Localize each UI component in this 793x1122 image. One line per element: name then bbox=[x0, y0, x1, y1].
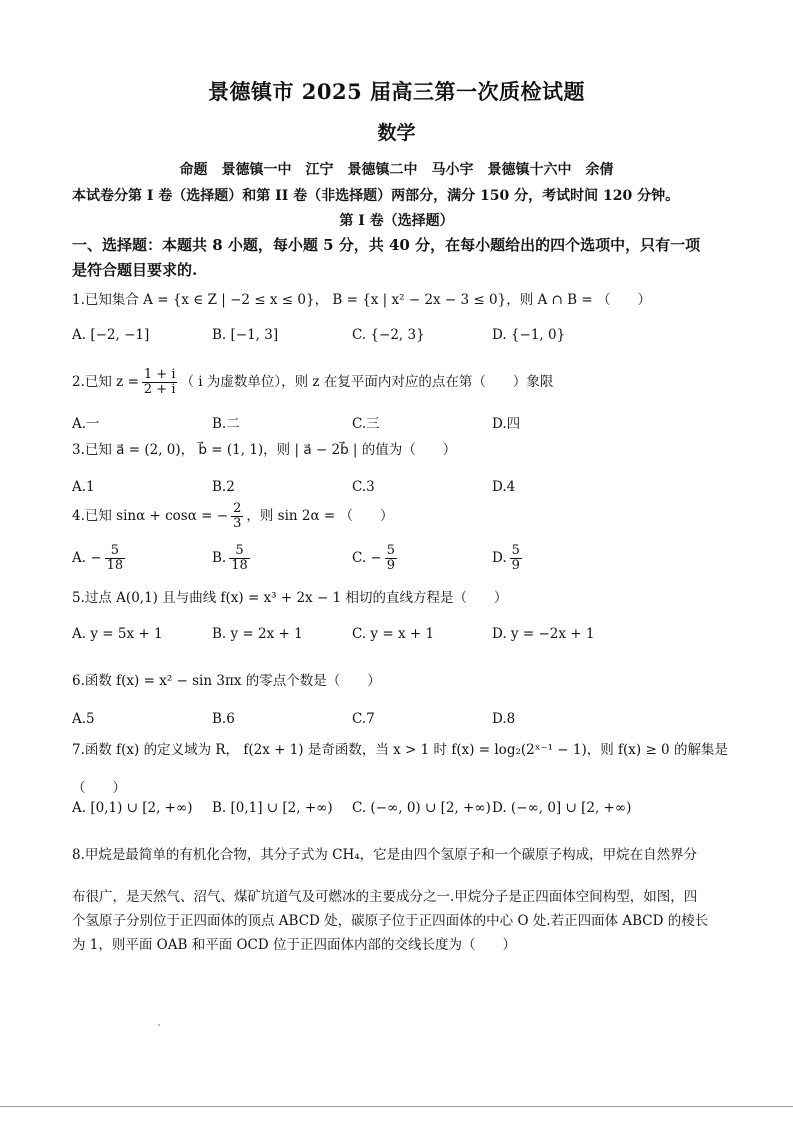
fraction-numerator: 1 + i bbox=[143, 367, 176, 382]
question-8-line-2: 布很广，是天然气、沼气、煤矿坑道气及可燃冰的主要成分之一.甲烷分子是正四面体空间构型，如图，四 bbox=[72, 889, 698, 905]
question-2-stem bbox=[72, 368, 553, 397]
question-7-option-a: A. [0,1) ∪ [2, +∞) bbox=[72, 800, 193, 816]
question-4-stem-pre: 4.已知 sinα + cosα = − bbox=[72, 508, 229, 524]
question-3-stem: 3.已知 a⃗ = (2, 0)， b⃗ = (1, 1)，则 | a⃗ − 2b⃗ | 的值为（ ） bbox=[72, 442, 457, 458]
question-2-stem-post: （ i 为虚数单位），则 z 在复平面内对应的点在第（ ）象限 bbox=[180, 374, 554, 390]
question-4-stem bbox=[72, 502, 393, 531]
question-4-option-b bbox=[212, 544, 253, 573]
option-prefix: D. bbox=[492, 550, 507, 566]
fraction-numerator: 5 bbox=[511, 543, 520, 558]
question-4-stem-post: ，则 sin 2α = （ ） bbox=[246, 508, 394, 524]
question-7-stem: 7.函数 f(x) 的定义域为 R， f(2x + 1) 是奇函数，当 x > 1 时 f(x) = log₂(2ˣ⁻¹ − 1)，则 f(x) ≥ 0 的解集是 bbox=[72, 742, 728, 758]
option-fraction bbox=[385, 544, 397, 573]
question-5-stem: 5.过点 A(0,1) 且与曲线 f(x) = x³ + 2x − 1 相切的直线方程是（ ） bbox=[72, 590, 508, 606]
question-6-option-c: C.7 bbox=[352, 711, 375, 727]
question-3-option-d: D.4 bbox=[492, 479, 516, 495]
question-7-stem-continued: （ ） bbox=[72, 780, 126, 796]
fraction-numerator: 5 bbox=[229, 544, 250, 559]
question-1-option-d: D. {−1, 0} bbox=[492, 327, 566, 343]
question-8-line-1: 8.甲烷是最简单的有机化合物，其分子式为 CH₄，它是由四个氢原子和一个碳原子构成，甲烷在自然界分 bbox=[72, 847, 698, 863]
question-2-option-a: A.一 bbox=[72, 416, 100, 432]
part-heading: 第 I 卷（选择题） bbox=[339, 213, 454, 229]
fraction-denominator: 3 bbox=[233, 516, 242, 531]
option-prefix: A. − bbox=[72, 550, 102, 566]
question-6-option-a: A.5 bbox=[72, 711, 95, 727]
question-2-option-b: B.二 bbox=[212, 416, 240, 432]
option-fraction bbox=[229, 544, 250, 573]
fraction-numerator: 2 bbox=[233, 501, 242, 516]
fraction-denominator: 18 bbox=[231, 558, 248, 573]
option-prefix: C. − bbox=[352, 550, 382, 566]
question-3-option-c: C.3 bbox=[352, 479, 375, 495]
question-4-option-d bbox=[492, 544, 525, 573]
fraction-denominator: 2 + i bbox=[143, 382, 176, 397]
question-4-fraction bbox=[231, 502, 243, 531]
question-6-option-d: D.8 bbox=[492, 711, 516, 727]
scan-speck bbox=[158, 1024, 160, 1026]
question-3-option-a: A.1 bbox=[72, 479, 95, 495]
question-7-option-c: C. (−∞, 0) ∪ [2, +∞) bbox=[352, 800, 491, 816]
question-1-option-c: C. {−2, 3} bbox=[352, 327, 425, 343]
fraction-denominator: 18 bbox=[106, 558, 124, 573]
question-7-option-d: D. (−∞, 0] ∪ [2, +∞) bbox=[492, 800, 632, 816]
question-8-line-3: 个氢原子分别位于正四面体的顶点 ABCD 处，碳原子位于正四面体的中心 O 处.若正四面体 ABCD 的棱长 bbox=[72, 913, 709, 929]
question-2-stem-pre: 2.已知 z = bbox=[72, 374, 139, 390]
question-6-option-b: B.6 bbox=[212, 711, 235, 727]
question-5-option-b: B. y = 2x + 1 bbox=[212, 626, 303, 642]
question-4-option-c bbox=[352, 544, 400, 573]
subject-heading: 数学 bbox=[377, 122, 416, 144]
option-prefix: B. bbox=[212, 550, 227, 566]
option-fraction bbox=[510, 544, 522, 573]
question-3-option-b: B.2 bbox=[212, 479, 235, 495]
exam-intro: 本试卷分第 I 卷（选择题）和第 II 卷（非选择题）两部分，满分 150 分，考试时间 120 分钟。 bbox=[72, 188, 680, 204]
question-1-option-b: B. [−1, 3] bbox=[212, 327, 279, 343]
question-7-option-b: B. [0,1] ∪ [2, +∞) bbox=[212, 800, 333, 816]
question-8-line-4: 为 1，则平面 OAB 和平面 OCD 位于正四面体内部的交线长度为（ ） bbox=[72, 937, 517, 953]
question-4-option-a bbox=[72, 544, 128, 573]
question-1-option-a: A. [−2, −1] bbox=[72, 327, 150, 343]
section-instructions-line1: 一、选择题：本题共 8 小题，每小题 5 分，共 40 分，在每小题给出的四个选项中，只有一项 bbox=[72, 236, 701, 254]
question-2-fraction bbox=[142, 368, 178, 397]
question-2-option-d: D.四 bbox=[492, 416, 521, 432]
fraction-denominator: 9 bbox=[386, 558, 396, 573]
section-instructions-line2: 是符合题目要求的. bbox=[72, 261, 198, 279]
question-2-option-c: C.三 bbox=[352, 416, 380, 432]
fraction-numerator: 5 bbox=[386, 543, 396, 558]
fraction-denominator: 9 bbox=[511, 558, 520, 573]
page-bottom-rule bbox=[0, 1106, 793, 1107]
page-title: 景德镇市 2025 届高三第一次质检试题 bbox=[207, 79, 586, 104]
question-6-stem: 6.函数 f(x) = x² − sin 3πx 的零点个数是（ ） bbox=[72, 673, 381, 689]
question-5-option-c: C. y = x + 1 bbox=[352, 626, 435, 642]
authors-line: 命题 景德镇一中 江宁 景德镇二中 马小宇 景德镇十六中 余倩 bbox=[179, 162, 614, 178]
option-fraction bbox=[105, 544, 126, 573]
question-1-stem: 1.已知集合 A = {x ∈ Z | −2 ≤ x ≤ 0}， B = {x | x² − 2x − 3 ≤ 0}，则 A ∩ B = （ ） bbox=[72, 292, 651, 308]
fraction-numerator: 5 bbox=[105, 544, 126, 559]
question-5-option-d: D. y = −2x + 1 bbox=[492, 626, 595, 642]
question-5-option-a: A. y = 5x + 1 bbox=[72, 626, 163, 642]
